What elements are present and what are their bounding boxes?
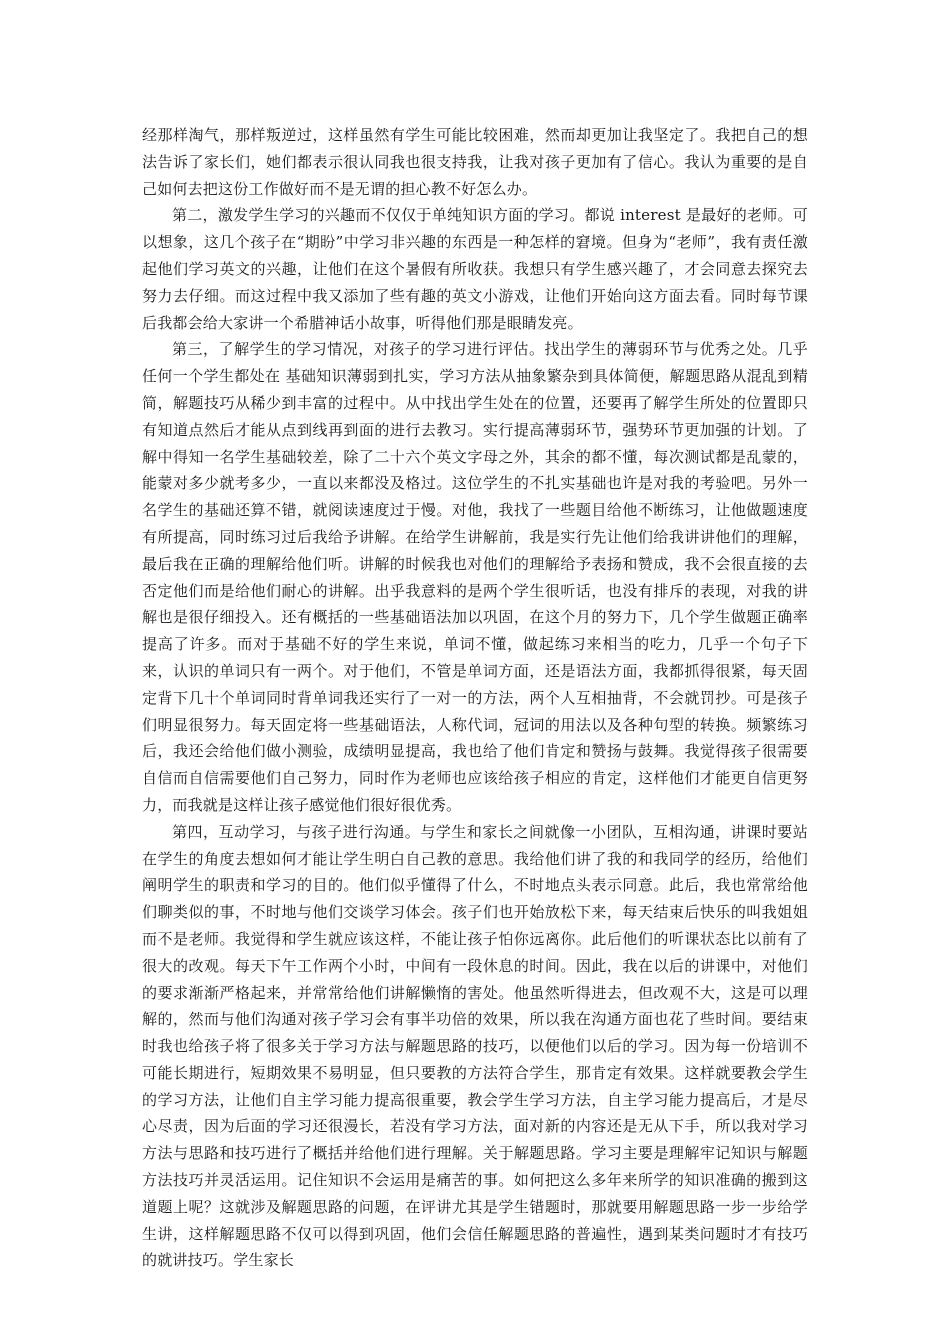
paragraph-third-point: 第三，了解学生的学习情况，对孩子的学习进行评估。找出学生的薄弱环节与优秀之处。几乎任何一个学生都处在 基础知识薄弱到扎实，学习方法从抽象繁杂到具体简便，解题思路从混乱到精简，解题技巧从稀少到丰富的过程中。从中找出学生处在的位置，还要再了解学生所处的位置即只有知道点然后才能从点到线再到面的进行去教习。实行提高薄弱环节，强势环节更加强的计划。了解中得知一名学生基础较差，除了二十六个英文字母之外，其余的都不懂，每次测试都是乱蒙的，能蒙对多少就考多少，一直以来都没及格过。这位学生的不扎实基础也许是对我的考验吧。另外一名学生的基础还算不错，就阅读速度过于慢。对他，我找了一些题目给他不断练习，让他做题速度有所提高，同时练习过后我给予讲解。在给学生讲解前，我是实行先让他们给我讲讲他们的理解，最后我在正确的理解给他们听。讲解的时候我也对他们的理解给予表扬和赞成，我不会很直接的去否定他们而是给他们耐心的讲解。出乎我意料的是两个学生很听话，也没有排斥的表现，对我的讲解也是很仔细投入。还有概括的一些基础语法加以巩固，在这个月的努力下，几个学生做题正确率提高了许多。而对于基础不好的学生来说，单词不懂，做起练习来相当的吃力，几乎一个句子下来，认识的单词只有一两个。对于他们，不管是单词方面，还是语法方面，我都抓得很紧，每天固定背下几十个单词同时背单词我还实行了一对一的方法，两个人互相抽背，不会就罚抄。可是孩子们明显很努力。每天固定将一些基础语法，人称代词，冠词的用法以及各种句型的转换。频繁练习后，我还会给他们做小测验，成绩明显提高，我也给了他们肯定和赞扬与鼓舞。我觉得孩子很需要自信而自信需要他们自己努力，同时作为老师也应该给孩子相应的肯定，这样他们才能更自信更努力，而我就是这样让孩子感觉他们很好很优秀。	[142, 340, 808, 814]
document-body	[142, 122, 808, 1274]
paragraph-continuation: 经那样淘气，那样叛逆过，这样虽然有学生可能比较困难，然而却更加让我坚定了。我把自己的想法告诉了家长们，她们都表示很认同我也很支持我，让我对孩子更加有了信心。我认为重要的是自己如何去把这份工作做好而不是无谓的担心教不好怎么办。	[142, 126, 808, 198]
paragraph-fourth-point: 第四，互动学习，与孩子进行沟通。与学生和家长之间就像一小团队，互相沟通，讲课时要站在学生的角度去想如何才能让学生明白自己教的意思。我给他们讲了我的和我同学的经历，给他们阐明学生的职责和学习的目的。他们似乎懂得了什么，不时地点头表示同意。此后，我也常常给他们聊类似的事，不时地与他们交谈学习体会。孩子们也开始放松下来，每天结束后快乐的叫我姐姐而不是老师。我觉得和学生就应该这样，不能让孩子怕你远离你。此后他们的听课状态比以前有了很大的改观。每天下午工作两个小时，中间有一段休息的时间。因此，我在以后的讲课中，对他们的要求渐渐严格起来，并常常给他们讲解懒惰的害处。他虽然听得进去，但改观不大，这是可以理解的，然而与他们沟通对孩子学习会有事半功倍的效果，所以我在沟通方面也花了些时间。要结束时我也给孩子将了很多关于学习方法与解题思路的技巧，以便他们以后的学习。因为每一份培训不可能长期进行，短期效果不易明显，但只要教的方法符合学生，那肯定有效果。这样就要教会学生的学习方法，让他们自主学习能力提高很重要，教会学生学习方法，自主学习能力提高后，才是尽心尽责，因为后面的学习还很漫长，若没有学习方法，面对新的内容还是无从下手，所以我对学习方法与思路和技巧进行了概括并给他们进行理解。关于解题思路。学习主要是理解牢记知识与解题方法技巧并灵活运用。记住知识不会运用是痛苦的事。如何把这么多年来所学的知识准确的搬到这道题上呢？这就涉及解题思路的问题，在评讲尤其是学生错题时，那就要用解题思路一步一步给学生讲，这样解题思路不仅可以得到巩固，他们会信任解题思路的普遍性，遇到某类问题时才有技巧的就讲技巧。学生家长	[142, 822, 808, 1270]
paragraph-second-point: 第二，激发学生学习的兴趣而不仅仅于单纯知识方面的学习。都说 interest 是最好的老师。可以想象，这几个孩子在“期盼”中学习非兴趣的东西是一种怎样的窘境。但身为“老师”，我有责任激起他们学习英文的兴趣，让他们在这个暑假有所收获。我想只有学生感兴趣了，才会同意去探究去努力去仔细。而这过程中我又添加了些有趣的英文小游戏，让他们开始向这方面去看。同时每节课后我都会给大家讲一个希腊神话小故事，听得他们那是眼睛发亮。	[142, 206, 808, 332]
